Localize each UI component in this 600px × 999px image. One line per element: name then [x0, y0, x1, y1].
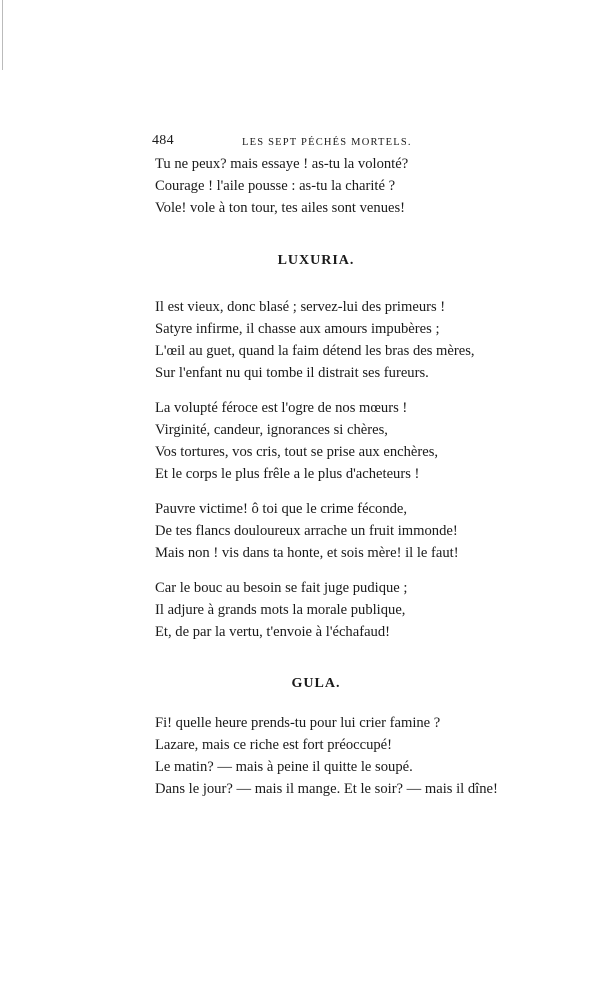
stanza — [155, 296, 475, 384]
verse-line: Tu ne peux? mais essaye ! as-tu la volonté? — [155, 156, 409, 172]
stanza — [155, 577, 407, 643]
verse-line: Mais non ! vis dans ta honte, et sois mère! il le faut! — [155, 545, 459, 561]
verse-line: Et, de par la vertu, t'envoie à l'échafaud! — [155, 624, 390, 640]
verse-line: Car le bouc au besoin se fait juge pudique ; — [155, 580, 408, 596]
verse-line: Lazare, mais ce riche est fort préoccupé! — [155, 737, 393, 753]
verse-line: Et le corps le plus frêle a le plus d'acheteurs ! — [155, 466, 420, 482]
verse-line: Il est vieux, donc blasé ; servez-lui des primeurs ! — [155, 299, 446, 315]
page-edge-mark — [2, 0, 3, 70]
verse-line: Vos tortures, vos cris, tout se prise aux enchères, — [155, 444, 439, 460]
verse-line: La volupté féroce est l'ogre de nos mœurs ! — [155, 400, 408, 416]
verse-line: Virginité, candeur, ignorances si chères, — [155, 422, 388, 438]
verse-line: De tes flancs douloureux arrache un fruit immonde! — [155, 523, 458, 539]
verse-line: Il adjure à grands mots la morale publique, — [155, 602, 406, 618]
verse-line: Courage ! l'aile pousse : as-tu la charité ? — [155, 178, 396, 194]
verse-line: Satyre infirme, il chasse aux amours impubères ; — [155, 321, 440, 337]
stanza — [155, 712, 498, 800]
verse-line: Pauvre victime! ô toi que le crime féconde, — [155, 501, 408, 517]
verse-line: L'œil au guet, quand la faim détend les bras des mères, — [155, 343, 475, 359]
verse-line: Fi! quelle heure prends-tu pour lui crier famine ? — [155, 715, 441, 731]
stanza — [155, 153, 408, 219]
verse-line: Vole! vole à ton tour, tes ailes sont venues! — [155, 200, 406, 216]
verse-line: Sur l'enfant nu qui tombe il distrait ses fureurs. — [155, 365, 429, 381]
section-title-luxuria: LUXURIA. — [277, 253, 355, 268]
verse-line: Le matin? — mais à peine il quitte le soupé. — [155, 759, 413, 775]
section-title-gula: GULA. — [291, 676, 341, 691]
verse-line: Dans le jour? — mais il mange. Et le soir? — mais il dîne! — [155, 781, 498, 797]
page-number: 484 — [152, 133, 174, 148]
stanza — [155, 498, 459, 564]
running-title: LES SEPT PÉCHÉS MORTELS. — [242, 137, 412, 148]
stanza — [155, 397, 438, 485]
